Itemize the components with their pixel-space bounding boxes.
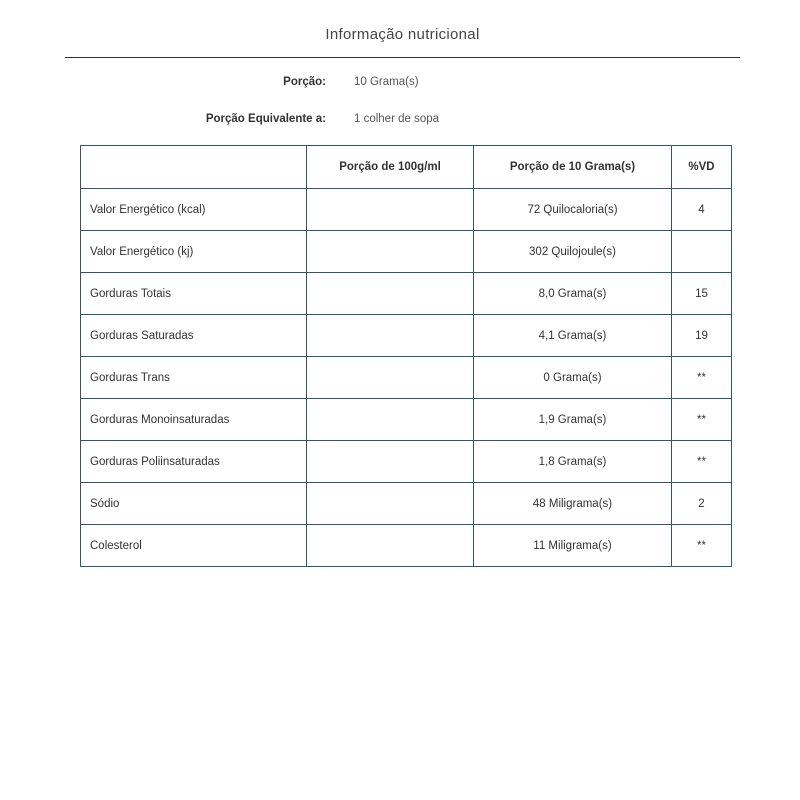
title-divider <box>65 57 740 58</box>
nutrient-name: Sódio <box>81 483 307 525</box>
per-100-value <box>307 189 474 231</box>
per-100-value <box>307 399 474 441</box>
daily-value: 15 <box>672 273 732 315</box>
portion-equivalent-value: 1 colher de sopa <box>354 113 440 125</box>
per-100-value <box>307 357 474 399</box>
table-row <box>81 273 732 315</box>
column-header-daily-value: %VD <box>672 146 732 189</box>
column-header-per-serving: Porção de 10 Grama(s) <box>474 146 672 189</box>
nutrient-name: Gorduras Totais <box>81 273 307 315</box>
portion-label: Porção: <box>283 76 326 88</box>
table-row <box>81 399 732 441</box>
table-row <box>81 357 732 399</box>
portion-value: 10 Grama(s) <box>354 76 419 88</box>
per-serving-value: 72 Quilocaloria(s) <box>474 189 672 231</box>
per-serving-value: 302 Quilojoule(s) <box>474 231 672 273</box>
per-serving-value: 1,8 Grama(s) <box>474 441 672 483</box>
table-row <box>81 231 732 273</box>
daily-value <box>672 231 732 273</box>
nutrient-name: Valor Energético (kcal) <box>81 189 307 231</box>
per-100-value <box>307 231 474 273</box>
table-row <box>81 441 732 483</box>
table-row <box>81 189 732 231</box>
daily-value: 2 <box>672 483 732 525</box>
page-title: Informação nutricional <box>325 26 480 43</box>
per-serving-value: 4,1 Grama(s) <box>474 315 672 357</box>
per-serving-value: 11 Miligrama(s) <box>474 525 672 567</box>
table-row <box>81 525 732 567</box>
per-100-value <box>307 441 474 483</box>
daily-value: ** <box>672 399 732 441</box>
table-row <box>81 483 732 525</box>
nutrient-name: Gorduras Monoinsaturadas <box>81 399 307 441</box>
portion-row <box>0 76 800 96</box>
per-100-value <box>307 273 474 315</box>
per-serving-value: 0 Grama(s) <box>474 357 672 399</box>
daily-value: ** <box>672 357 732 399</box>
nutrient-name: Valor Energético (kj) <box>81 231 307 273</box>
nutrient-name: Gorduras Saturadas <box>81 315 307 357</box>
nutrient-name: Gorduras Trans <box>81 357 307 399</box>
column-header-nutrient <box>81 146 307 189</box>
nutrient-name: Gorduras Poliinsaturadas <box>81 441 307 483</box>
per-100-value <box>307 483 474 525</box>
per-serving-value: 48 Miligrama(s) <box>474 483 672 525</box>
table-row <box>81 315 732 357</box>
daily-value: ** <box>672 525 732 567</box>
daily-value: ** <box>672 441 732 483</box>
per-serving-value: 1,9 Grama(s) <box>474 399 672 441</box>
per-100-value <box>307 315 474 357</box>
per-100-value <box>307 525 474 567</box>
daily-value: 4 <box>672 189 732 231</box>
table-header-row <box>81 146 732 189</box>
portion-equivalent-label: Porção Equivalente a: <box>205 113 326 125</box>
column-header-per-100: Porção de 100g/ml <box>307 146 474 189</box>
nutrient-name: Colesterol <box>81 525 307 567</box>
daily-value: 19 <box>672 315 732 357</box>
per-serving-value: 8,0 Grama(s) <box>474 273 672 315</box>
portion-equivalent-row <box>0 113 800 133</box>
nutrition-table <box>80 145 732 567</box>
